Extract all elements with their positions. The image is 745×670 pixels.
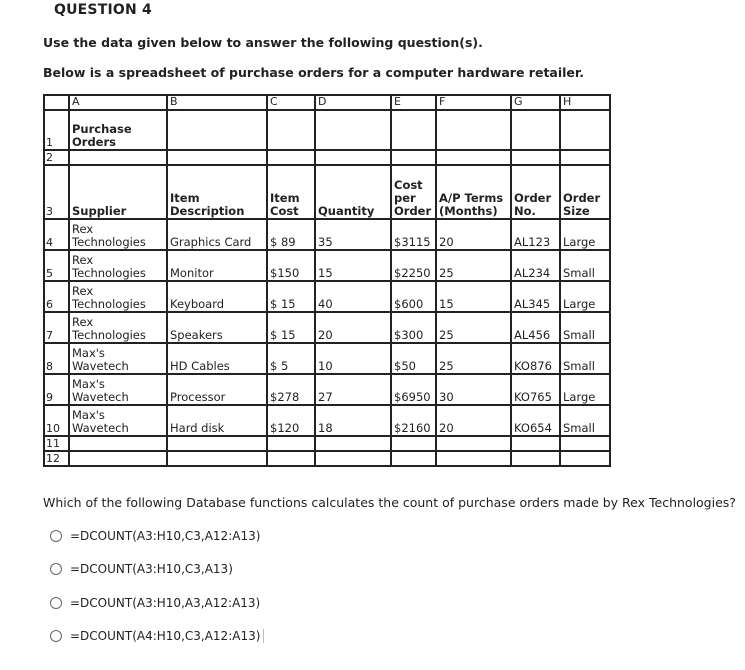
table-cell: $278 (267, 374, 315, 405)
table-cell: $6950 (391, 374, 436, 405)
table-cell: 10 (315, 343, 391, 374)
header-cell: Cost per Order (391, 165, 436, 219)
header-cell: Order Size (560, 165, 610, 219)
answer-option-1[interactable] (50, 529, 260, 543)
row-number: 9 (44, 374, 69, 405)
table-cell: AL345 (511, 281, 560, 312)
row-number: 2 (44, 150, 69, 165)
column-header-row (44, 95, 610, 110)
row-number: 4 (44, 219, 69, 250)
table-cell: KO765 (511, 374, 560, 405)
table-cell: Large (560, 219, 610, 250)
table-cell: 40 (315, 281, 391, 312)
table-cell: $120 (267, 405, 315, 436)
table-cell: HD Cables (167, 343, 267, 374)
corner-cell (44, 95, 69, 110)
table-cell: Rex Technologies (69, 219, 167, 250)
table-cell: Graphics Card (167, 219, 267, 250)
table-cell: Small (560, 312, 610, 343)
table-cell: $2160 (391, 405, 436, 436)
table-cell: KO876 (511, 343, 560, 374)
table-cell: Small (560, 250, 610, 281)
column-letter: B (167, 95, 267, 110)
spreadsheet-description: Below is a spreadsheet of purchase orders for a computer hardware retailer. (43, 65, 585, 80)
table-row (44, 312, 610, 343)
table-cell: Hard disk (167, 405, 267, 436)
radio-button-icon[interactable] (50, 597, 62, 609)
column-letter: E (391, 95, 436, 110)
text-cursor (263, 629, 264, 643)
header-cell: Order No. (511, 165, 560, 219)
answer-option-4[interactable] (50, 629, 264, 643)
row-number: 3 (44, 165, 69, 219)
option-label: =DCOUNT(A3:H10,A3,A12:A13) (70, 596, 261, 610)
title-cell: Purchase Orders (69, 110, 167, 150)
purchase-orders-spreadsheet (43, 94, 611, 467)
table-cell: $ 89 (267, 219, 315, 250)
header-cell: Quantity (315, 165, 391, 219)
table-cell: $ 5 (267, 343, 315, 374)
table-cell: 30 (436, 374, 511, 405)
table-cell: 25 (436, 250, 511, 281)
radio-button-icon[interactable] (50, 530, 62, 542)
instruction-text: Use the data given below to answer the following question(s). (43, 35, 483, 50)
column-letter: F (436, 95, 511, 110)
header-cell: Item Cost (267, 165, 315, 219)
table-row (44, 374, 610, 405)
table-cell: AL234 (511, 250, 560, 281)
table-cell: $ 15 (267, 312, 315, 343)
row-number: 10 (44, 405, 69, 436)
column-letter: A (69, 95, 167, 110)
table-row (44, 343, 610, 374)
row-number: 7 (44, 312, 69, 343)
table-row (44, 110, 610, 150)
table-row (44, 405, 610, 436)
radio-button-icon[interactable] (50, 563, 62, 575)
header-cell: A/P Terms (Months) (436, 165, 511, 219)
table-cell: 20 (315, 312, 391, 343)
row-number: 8 (44, 343, 69, 374)
table-row (44, 451, 610, 466)
column-letter: H (560, 95, 610, 110)
table-row (44, 250, 610, 281)
table-cell: Monitor (167, 250, 267, 281)
row-number: 1 (44, 110, 69, 150)
question-title: QUESTION 4 (54, 2, 152, 18)
table-row (44, 281, 610, 312)
table-cell: 25 (436, 312, 511, 343)
option-label: =DCOUNT(A4:H10,C3,A12:A13) (70, 629, 261, 643)
header-row (44, 165, 610, 219)
table-cell: 25 (436, 343, 511, 374)
row-number: 5 (44, 250, 69, 281)
table-cell: Rex Technologies (69, 312, 167, 343)
table-cell: $ 15 (267, 281, 315, 312)
column-letter: G (511, 95, 560, 110)
table-cell: $2250 (391, 250, 436, 281)
table-row (44, 436, 610, 451)
table-cell: 20 (436, 219, 511, 250)
row-number: 12 (44, 451, 69, 466)
table-cell: $600 (391, 281, 436, 312)
table-cell: KO654 (511, 405, 560, 436)
question-text: Which of the following Database functions calculates the count of purchase orders made by Rex Technologies? (43, 495, 736, 510)
table-cell: Max's Wavetech (69, 343, 167, 374)
table-cell: 27 (315, 374, 391, 405)
answer-option-2[interactable] (50, 562, 233, 576)
table-cell: Large (560, 281, 610, 312)
table-cell: AL456 (511, 312, 560, 343)
table-cell: AL123 (511, 219, 560, 250)
answer-option-3[interactable] (50, 596, 260, 610)
row-number: 11 (44, 436, 69, 451)
table-cell: Small (560, 343, 610, 374)
table-cell: Small (560, 405, 610, 436)
radio-button-icon[interactable] (50, 630, 62, 642)
column-letter: D (315, 95, 391, 110)
table-row (44, 150, 610, 165)
header-cell: Item Description (167, 165, 267, 219)
column-letter: C (267, 95, 315, 110)
table-cell: 15 (436, 281, 511, 312)
table-cell: Rex Technologies (69, 281, 167, 312)
table-cell: 18 (315, 405, 391, 436)
option-label: =DCOUNT(A3:H10,C3,A13) (70, 562, 233, 576)
table-cell: 20 (436, 405, 511, 436)
row-number: 6 (44, 281, 69, 312)
table-cell: 15 (315, 250, 391, 281)
table-row (44, 219, 610, 250)
table-cell: $3115 (391, 219, 436, 250)
table-cell: Max's Wavetech (69, 374, 167, 405)
table-cell: Rex Technologies (69, 250, 167, 281)
table-cell: $300 (391, 312, 436, 343)
table-cell: Keyboard (167, 281, 267, 312)
table-cell: Speakers (167, 312, 267, 343)
table-cell: 35 (315, 219, 391, 250)
header-cell: Supplier (69, 165, 167, 219)
table-cell: Max's Wavetech (69, 405, 167, 436)
option-label: =DCOUNT(A3:H10,C3,A12:A13) (70, 529, 261, 543)
table-cell: Processor (167, 374, 267, 405)
table-cell: $150 (267, 250, 315, 281)
table-cell: Large (560, 374, 610, 405)
table-cell: $50 (391, 343, 436, 374)
